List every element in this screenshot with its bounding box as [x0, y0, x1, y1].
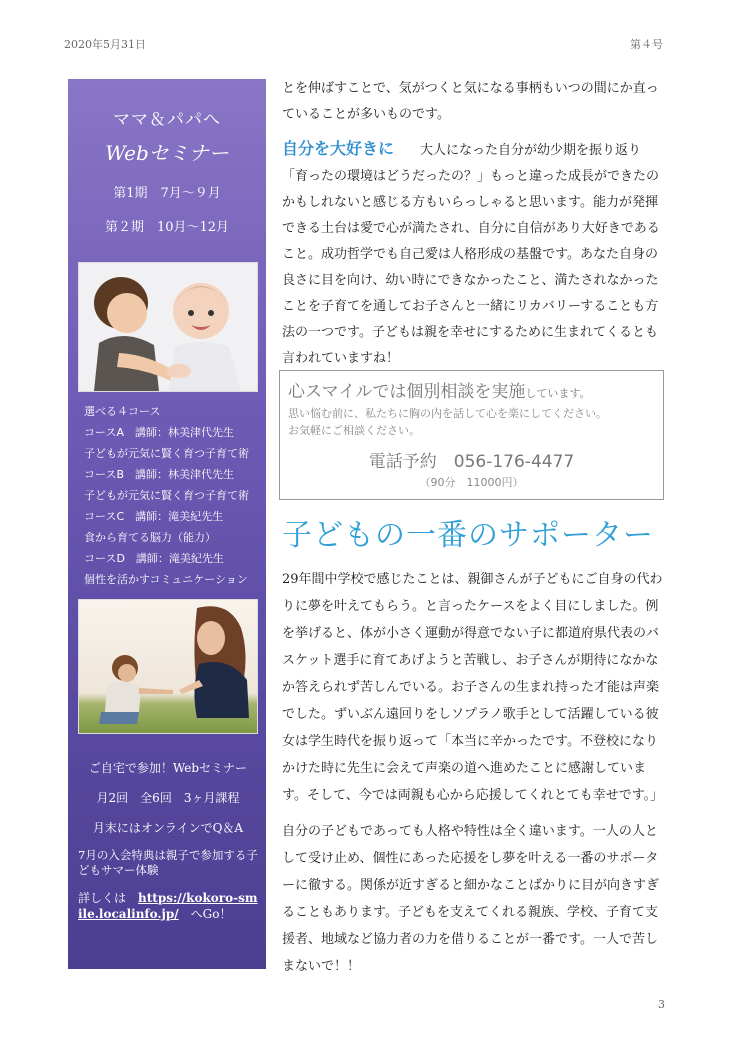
course-line: コースB 講師：林美津代先生 [84, 468, 234, 481]
seminar-sidebar [68, 79, 266, 969]
heading-love-yourself: 自分を大好きに [282, 139, 395, 158]
more-info-prefix: 詳しくは [78, 891, 139, 905]
paragraph-experience: 29年間中学校で感じたことは、親御さんが子どもにご自身の代わりに夢を叶えてもらう。と言ったケースをよく目にしました。例を挙げると、体が小さく運動が得意でない子に都道府県代表のバスケット選手に育てあげようと苦戦し、お子さんが期待になかなか答えられず苦しんでいる。お子さんの生まれ持った才能は声楽でした。ずいぶん遠回りをしソプラノ歌手として活躍している彼女は学生時代を振り返って「本当に辛かったです。不登校になりかけた時に先生に会えて声楽の道へ進めたことに感謝しています。そして、今では両親も心から応援してくれとても幸せです。」 [282, 572, 664, 803]
seminar-details [78, 759, 258, 922]
issue-number: 第４号 [630, 38, 663, 51]
consultation-title-text: 心スマイルでは個別相談を実施 [288, 382, 526, 402]
paragraph-advice: 自分の子どもであっても人格や特性は全く違います。一人の人として受け止め、個性にあった応援をし夢を叶える一番のサポーターに徹する。関係が近すぎると細かなことばかりに目が向きすぎることもあります。子どもを支えてくれる親族、学校、子育て支援者、地域など協力者の力を借りることが一番です。一人で苦しまないで！！ [282, 824, 660, 974]
sidebar-term-2: 第２期 10月〜12月 [104, 220, 230, 235]
paragraph-love-yourself [282, 136, 664, 372]
course-line: コースD 講師：滝美紀先生 [84, 552, 224, 565]
heading-best-supporter: 子どもの一番のサポーター [282, 518, 654, 553]
sidebar-term-1: 第1期 7月〜９月 [113, 186, 221, 201]
seminar-detail-2: 月2回 全6回 3ヶ月課程 [96, 791, 240, 805]
paragraph-intro-cont: とを伸ばすことで、気がつくと気になる事柄もいつの間にか直っていることが多いものです。 [282, 81, 659, 122]
seminar-more-info [78, 890, 258, 922]
consultation-title [288, 377, 655, 402]
seminar-detail-1: ご自宅で参加！Webセミナー [88, 761, 248, 775]
parent-child-photo [78, 599, 258, 734]
course-line: コースC 講師：滝美紀先生 [84, 510, 224, 523]
course-line: 食から育てる脳力（能力） [84, 531, 216, 544]
course-list [84, 401, 262, 590]
consultation-subtext-2: お気軽にご相談ください。 [288, 424, 420, 437]
sidebar-title-line2: Webセミナー [105, 141, 229, 165]
course-line: 子どもが元気に賢く育つ子育て術 [84, 447, 249, 460]
consultation-box [279, 370, 664, 500]
course-line: 個性を活かすコミュニケーション [84, 573, 248, 586]
course-line: 子どもが元気に賢く育つ子育て術 [84, 489, 249, 502]
newsletter-date: 2020年5月31日 [64, 38, 146, 51]
seminar-detail-3: 月末にはオンラインでQ＆A [92, 821, 244, 835]
phone-reservation[interactable]: 電話予約 056-176-4477 [368, 452, 575, 472]
page-number: 3 [658, 998, 665, 1011]
seminar-detail-4: 7月の入会特典は親子で参加する子どもサマー体験 [78, 848, 258, 877]
consultation-price: （90分 11000円） [419, 476, 524, 489]
children-photo [78, 262, 258, 392]
course-line: 選べる４コース [84, 405, 161, 418]
consultation-title-suffix: しています。 [525, 387, 591, 400]
consultation-subtext-1: 思い悩む前に、私たちに胸の内を話して心を楽にしてください。 [288, 407, 607, 420]
course-line: コースA 講師：林美津代先生 [84, 426, 234, 439]
website-link[interactable]: https://kokoro-smile.localinfo.jp/ [78, 891, 258, 921]
more-info-suffix: へGo！ [178, 907, 232, 921]
paragraph-love-yourself-text: 大人になった自分が幼少期を振り返り「育ったの環境はどうだったの？」もっと違った成長ができたのかもしれないと感じる方もいらっしゃると思います。能力が発揮できる土台は愛で心が満たされ、自分に自信があり大好きであること。成功哲学でも自己愛は人格形成の基盤です。あなた自身の良さに目を向け、幼い時にできなかったこと、満たされなかったことを子育てを通してお子さんと一緒にリカバリーすることも方法の一つです。子どもは親を幸せにするために生まれてくるとも言われていますね！ [282, 143, 660, 366]
sidebar-title-line1: ママ＆パパへ [113, 110, 221, 130]
